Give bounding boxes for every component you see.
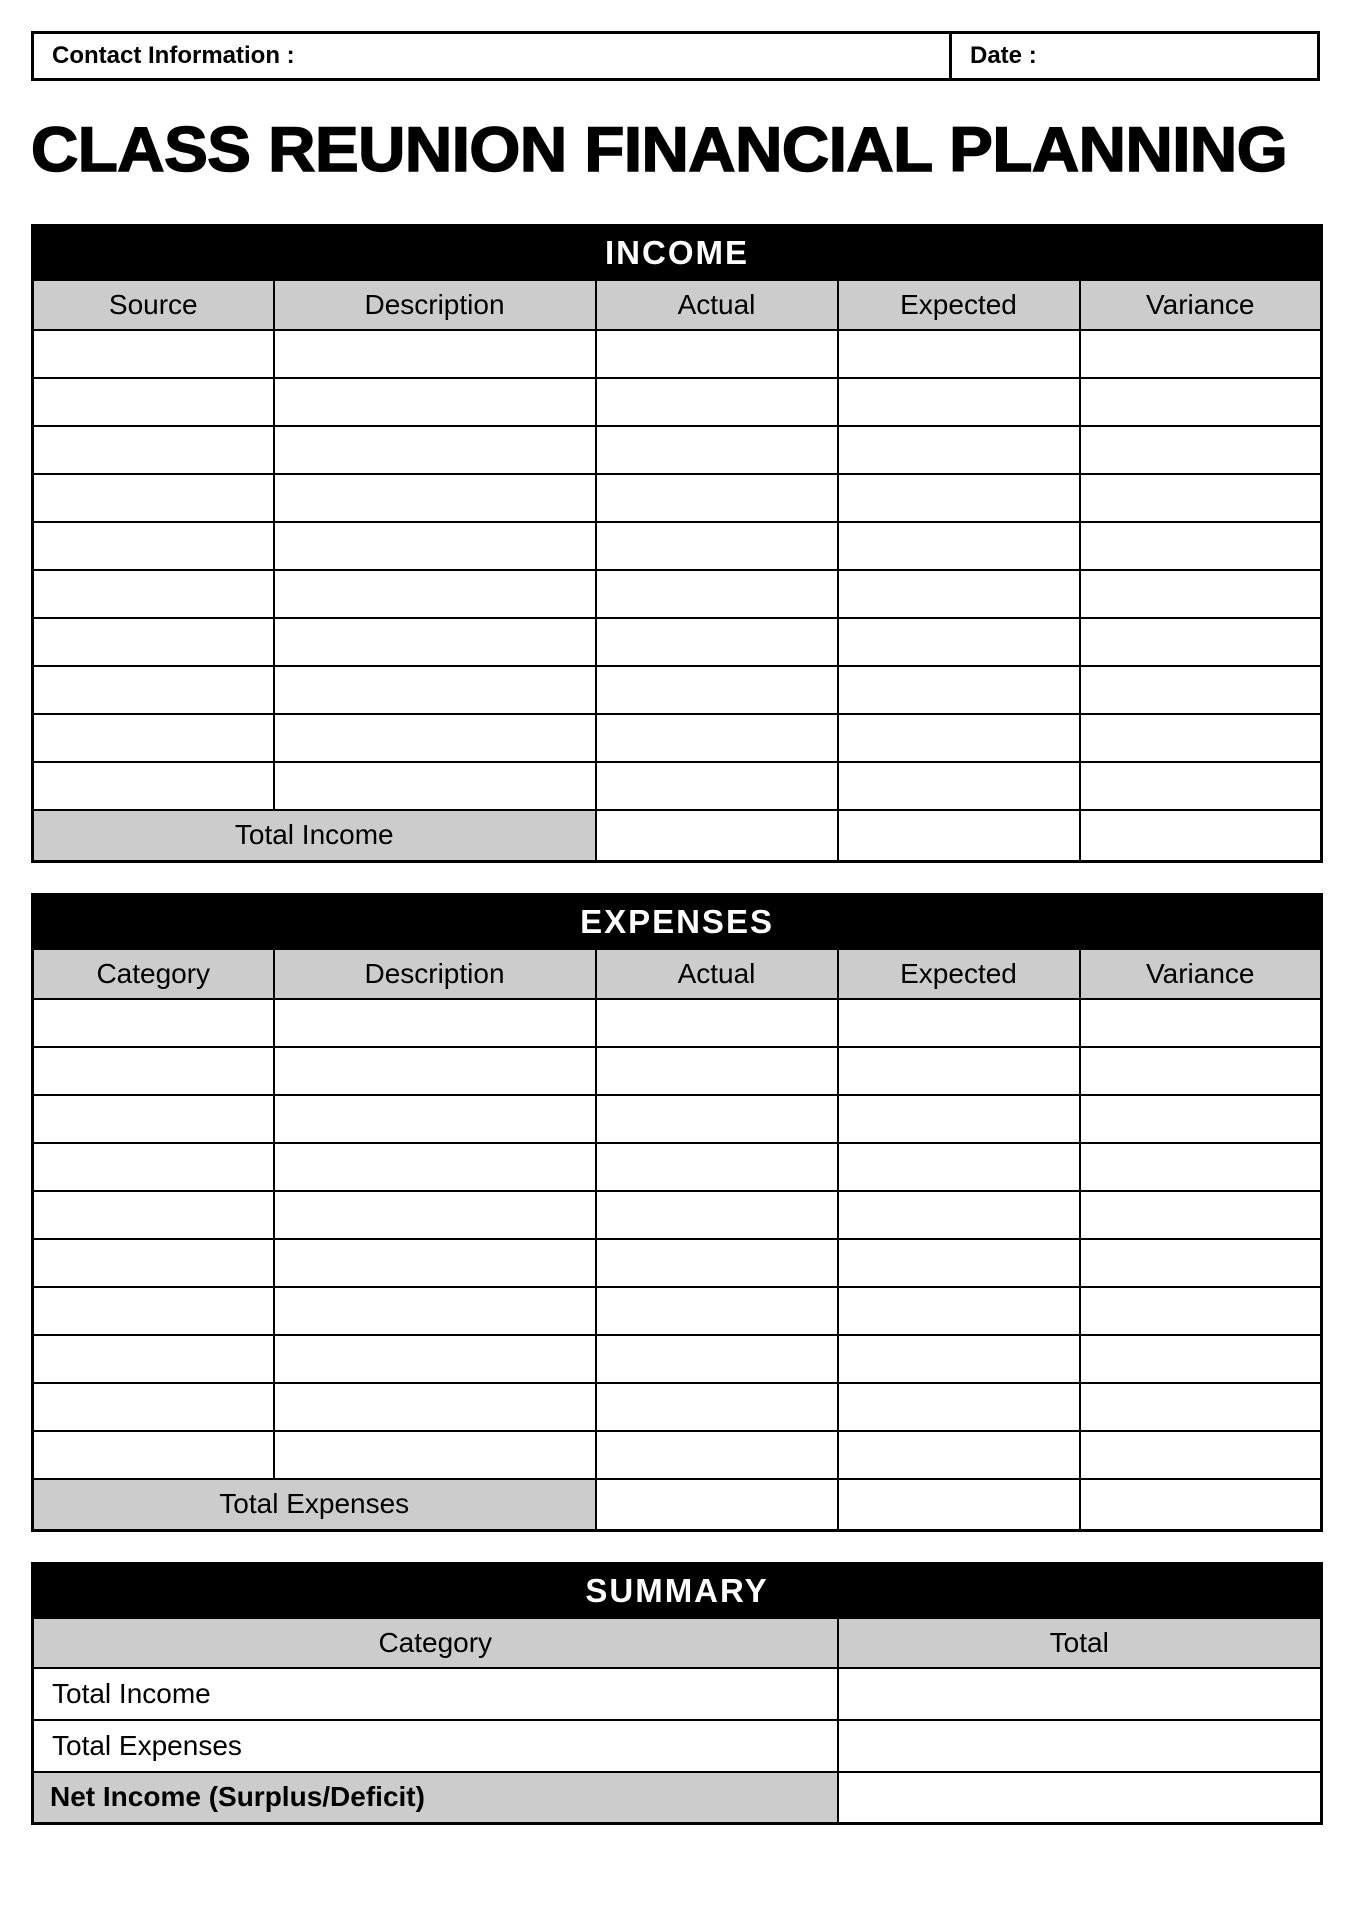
- expenses-cell-actual[interactable]: [596, 1431, 838, 1479]
- income-cell-first[interactable]: [33, 426, 274, 474]
- expenses-cell-expected[interactable]: [838, 1095, 1080, 1143]
- expenses-entry-row: [33, 1095, 1322, 1143]
- income-cell-actual[interactable]: [596, 618, 838, 666]
- expenses-entry-row: [33, 1239, 1322, 1287]
- income-cell-first[interactable]: [33, 474, 274, 522]
- expenses-cell-variance[interactable]: [1080, 1383, 1322, 1431]
- income-cell-variance[interactable]: [1080, 522, 1322, 570]
- expenses-cell-description[interactable]: [274, 1095, 596, 1143]
- income-total-expected[interactable]: [838, 810, 1080, 862]
- expenses-total-variance[interactable]: [1080, 1479, 1322, 1531]
- summary-row-net-income: [33, 1772, 1322, 1824]
- income-entry-row: [33, 618, 1322, 666]
- expenses-col-actual: Actual: [596, 949, 838, 999]
- expenses-cell-expected[interactable]: [838, 1191, 1080, 1239]
- summary-net-income-label: Net Income (Surplus/Deficit): [33, 1772, 838, 1824]
- income-header-row: [33, 280, 1322, 330]
- expenses-cell-description[interactable]: [274, 1335, 596, 1383]
- income-entry-row: [33, 666, 1322, 714]
- expenses-col-expected: Expected: [838, 949, 1080, 999]
- income-col-source: Source: [33, 280, 274, 330]
- expenses-entry-row: [33, 1287, 1322, 1335]
- expenses-cell-first[interactable]: [33, 1431, 274, 1479]
- expenses-entry-row: [33, 1143, 1322, 1191]
- income-entry-row: [33, 762, 1322, 810]
- expenses-cell-description[interactable]: [274, 999, 596, 1047]
- income-heading: INCOME: [33, 226, 1322, 280]
- expenses-cell-expected[interactable]: [838, 1047, 1080, 1095]
- income-cell-actual[interactable]: [596, 666, 838, 714]
- expenses-entry-row: [33, 999, 1322, 1047]
- income-cell-expected[interactable]: [838, 378, 1080, 426]
- summary-total-expenses-label: Total Expenses: [33, 1720, 838, 1772]
- income-cell-actual[interactable]: [596, 714, 838, 762]
- expenses-cell-expected[interactable]: [838, 1335, 1080, 1383]
- summary-row-total-income: [33, 1668, 1322, 1720]
- income-cell-expected[interactable]: [838, 330, 1080, 378]
- expenses-cell-actual[interactable]: [596, 1335, 838, 1383]
- income-cell-expected[interactable]: [838, 762, 1080, 810]
- expenses-cell-first[interactable]: [33, 999, 274, 1047]
- expenses-heading: EXPENSES: [33, 895, 1322, 949]
- income-cell-actual[interactable]: [596, 426, 838, 474]
- income-cell-description[interactable]: [274, 666, 596, 714]
- summary-heading: SUMMARY: [33, 1564, 1322, 1618]
- expenses-cell-description[interactable]: [274, 1191, 596, 1239]
- income-cell-expected[interactable]: [838, 666, 1080, 714]
- expenses-cell-actual[interactable]: [596, 1143, 838, 1191]
- income-cell-first[interactable]: [33, 762, 274, 810]
- income-cell-actual[interactable]: [596, 762, 838, 810]
- expenses-cell-description[interactable]: [274, 1431, 596, 1479]
- expenses-cell-actual[interactable]: [596, 1287, 838, 1335]
- income-cell-first[interactable]: [33, 330, 274, 378]
- expenses-cell-actual[interactable]: [596, 999, 838, 1047]
- summary-total-income-value[interactable]: [838, 1668, 1322, 1720]
- expenses-cell-first[interactable]: [33, 1047, 274, 1095]
- income-entry-row: [33, 378, 1322, 426]
- income-cell-first[interactable]: [33, 714, 274, 762]
- income-cell-description[interactable]: [274, 570, 596, 618]
- expenses-cell-variance[interactable]: [1080, 1431, 1322, 1479]
- expenses-col-variance: Variance: [1080, 949, 1322, 999]
- expenses-cell-first[interactable]: [33, 1239, 274, 1287]
- date-field[interactable]: [952, 34, 1317, 78]
- income-cell-first[interactable]: [33, 522, 274, 570]
- income-cell-first[interactable]: [33, 618, 274, 666]
- expenses-cell-actual[interactable]: [596, 1239, 838, 1287]
- income-col-actual: Actual: [596, 280, 838, 330]
- income-entry-row: [33, 474, 1322, 522]
- expenses-cell-variance[interactable]: [1080, 1287, 1322, 1335]
- expenses-cell-actual[interactable]: [596, 1095, 838, 1143]
- income-total-actual[interactable]: [596, 810, 838, 862]
- expenses-cell-variance[interactable]: [1080, 1239, 1322, 1287]
- expenses-col-description: Description: [274, 949, 596, 999]
- income-entry-row: [33, 714, 1322, 762]
- expenses-entry-row: [33, 1431, 1322, 1479]
- income-cell-expected[interactable]: [838, 714, 1080, 762]
- summary-total-income-label: Total Income: [33, 1668, 838, 1720]
- expenses-cell-description[interactable]: [274, 1383, 596, 1431]
- income-cell-expected[interactable]: [838, 522, 1080, 570]
- income-cell-expected[interactable]: [838, 570, 1080, 618]
- income-cell-description[interactable]: [274, 714, 596, 762]
- income-cell-variance[interactable]: [1080, 474, 1322, 522]
- income-cell-first[interactable]: [33, 666, 274, 714]
- income-cell-expected[interactable]: [838, 474, 1080, 522]
- expenses-header-row: [33, 949, 1322, 999]
- summary-header-row: [33, 1618, 1322, 1668]
- income-cell-variance[interactable]: [1080, 378, 1322, 426]
- expenses-cell-expected[interactable]: [838, 1383, 1080, 1431]
- expenses-cell-description[interactable]: [274, 1143, 596, 1191]
- income-entry-row: [33, 330, 1322, 378]
- expenses-cell-actual[interactable]: [596, 1047, 838, 1095]
- income-cell-actual[interactable]: [596, 474, 838, 522]
- expenses-cell-variance[interactable]: [1080, 1335, 1322, 1383]
- expenses-cell-expected[interactable]: [838, 1287, 1080, 1335]
- expenses-cell-actual[interactable]: [596, 1191, 838, 1239]
- expenses-cell-description[interactable]: [274, 1239, 596, 1287]
- summary-table: [31, 1562, 1323, 1825]
- contact-bar: [31, 31, 1320, 81]
- income-cell-actual[interactable]: [596, 330, 838, 378]
- income-cell-variance[interactable]: [1080, 666, 1322, 714]
- expenses-total-row: [33, 1479, 1322, 1531]
- income-cell-expected[interactable]: [838, 426, 1080, 474]
- expenses-cell-variance[interactable]: [1080, 1095, 1322, 1143]
- income-cell-description[interactable]: [274, 762, 596, 810]
- income-cell-description[interactable]: [274, 330, 596, 378]
- income-cell-variance[interactable]: [1080, 762, 1322, 810]
- income-cell-description[interactable]: [274, 426, 596, 474]
- income-cell-expected[interactable]: [838, 618, 1080, 666]
- income-cell-variance[interactable]: [1080, 426, 1322, 474]
- income-entry-row: [33, 426, 1322, 474]
- income-col-description: Description: [274, 280, 596, 330]
- expenses-total-label: Total Expenses: [33, 1479, 596, 1531]
- income-cell-variance[interactable]: [1080, 570, 1322, 618]
- expenses-cell-first[interactable]: [33, 1143, 274, 1191]
- page-title: CLASS REUNION FINANCIAL PLANNING: [31, 115, 1288, 185]
- expenses-cell-first[interactable]: [33, 1191, 274, 1239]
- expenses-table: [31, 893, 1323, 1532]
- income-cell-actual[interactable]: [596, 570, 838, 618]
- expenses-cell-variance[interactable]: [1080, 1047, 1322, 1095]
- income-cell-variance[interactable]: [1080, 618, 1322, 666]
- income-cell-first[interactable]: [33, 378, 274, 426]
- income-cell-description[interactable]: [274, 618, 596, 666]
- income-total-label: Total Income: [33, 810, 596, 862]
- summary-col-total: Total: [838, 1618, 1322, 1668]
- expenses-total-expected[interactable]: [838, 1479, 1080, 1531]
- income-cell-description[interactable]: [274, 474, 596, 522]
- summary-net-income-value[interactable]: [838, 1772, 1322, 1824]
- expenses-cell-expected[interactable]: [838, 1143, 1080, 1191]
- expenses-col-category: Category: [33, 949, 274, 999]
- summary-col-category: Category: [33, 1618, 838, 1668]
- expenses-cell-first[interactable]: [33, 1287, 274, 1335]
- income-col-variance: Variance: [1080, 280, 1322, 330]
- summary-row-total-expenses: [33, 1720, 1322, 1772]
- worksheet-page: [31, 31, 1320, 1825]
- income-total-variance[interactable]: [1080, 810, 1322, 862]
- expenses-cell-variance[interactable]: [1080, 999, 1322, 1047]
- expenses-cell-actual[interactable]: [596, 1383, 838, 1431]
- contact-information-field[interactable]: [34, 34, 952, 78]
- income-cell-actual[interactable]: [596, 522, 838, 570]
- expenses-total-actual[interactable]: [596, 1479, 838, 1531]
- income-cell-first[interactable]: [33, 570, 274, 618]
- income-total-row: [33, 810, 1322, 862]
- income-cell-actual[interactable]: [596, 378, 838, 426]
- income-table: [31, 224, 1323, 863]
- expenses-cell-expected[interactable]: [838, 1239, 1080, 1287]
- income-cell-description[interactable]: [274, 378, 596, 426]
- expenses-entry-row: [33, 1191, 1322, 1239]
- income-cell-variance[interactable]: [1080, 714, 1322, 762]
- expenses-cell-variance[interactable]: [1080, 1143, 1322, 1191]
- expenses-cell-first[interactable]: [33, 1383, 274, 1431]
- expenses-entry-row: [33, 1383, 1322, 1431]
- expenses-cell-expected[interactable]: [838, 1431, 1080, 1479]
- income-entry-row: [33, 570, 1322, 618]
- contact-information-label: Contact Information :: [52, 42, 295, 69]
- expenses-entry-row: [33, 1047, 1322, 1095]
- expenses-cell-description[interactable]: [274, 1287, 596, 1335]
- income-col-expected: Expected: [838, 280, 1080, 330]
- income-cell-description[interactable]: [274, 522, 596, 570]
- expenses-cell-first[interactable]: [33, 1095, 274, 1143]
- date-label: Date :: [970, 42, 1037, 69]
- income-cell-variance[interactable]: [1080, 330, 1322, 378]
- income-entry-row: [33, 522, 1322, 570]
- expenses-cell-first[interactable]: [33, 1335, 274, 1383]
- expenses-cell-expected[interactable]: [838, 999, 1080, 1047]
- summary-total-expenses-value[interactable]: [838, 1720, 1322, 1772]
- expenses-cell-variance[interactable]: [1080, 1191, 1322, 1239]
- expenses-entry-row: [33, 1335, 1322, 1383]
- expenses-cell-description[interactable]: [274, 1047, 596, 1095]
